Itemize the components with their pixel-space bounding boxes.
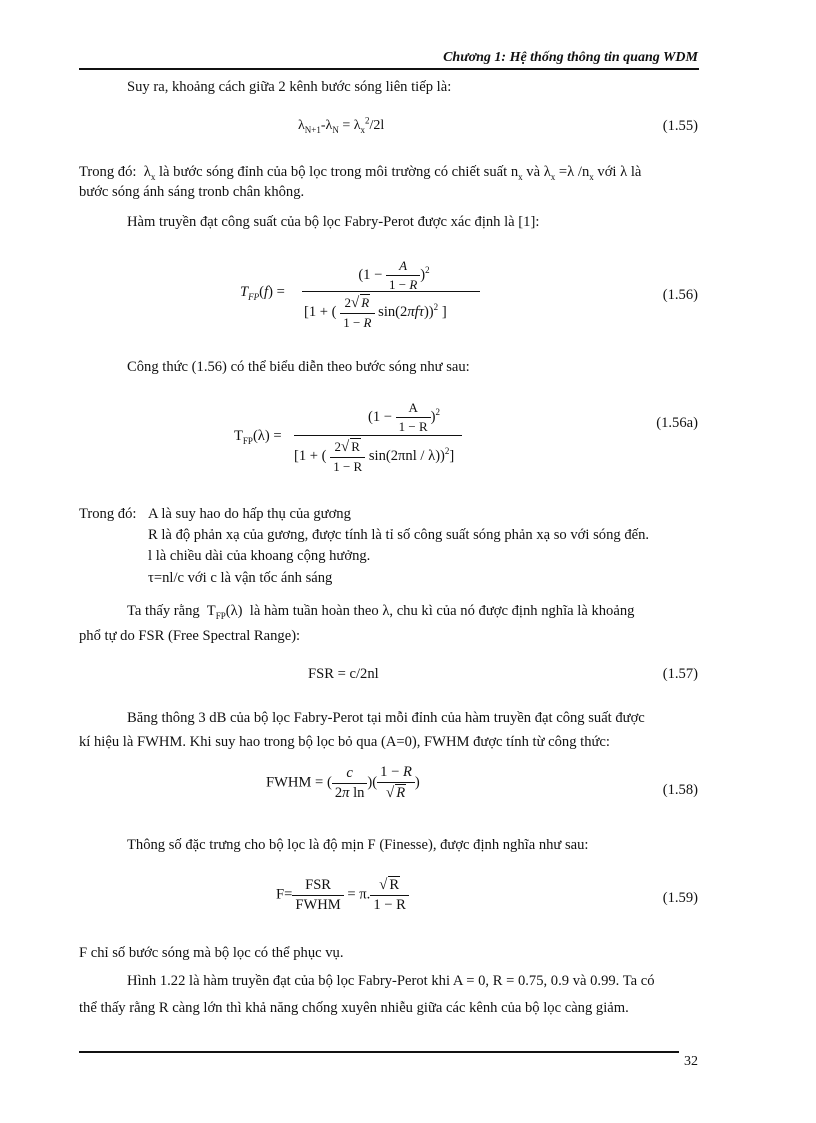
paragraph-lambda-definition-line2: bước sóng ánh sáng tronb chân không. xyxy=(79,184,305,200)
paragraph-lambda-definition: Trong đó: $\lambda_x$ là bước sóng đỉnh của bộ lọc trong môi trường có chiết suất $n_x$ và $\lambda_x =\lambda$ $/n_x$ với λ là xyxy=(79,164,642,182)
paragraph-periodicity-line2: phổ tự do FSR (Free Spectral Range): xyxy=(79,628,301,644)
equation-1-57: FSR = c/2nl xyxy=(308,666,379,682)
paragraph-figure-reference: Hình 1.22 là hàm truyền đạt của bộ lọc Fabry-Perot khi A = 0, R = 0.75, 0.9 và 0.99. Ta có xyxy=(127,973,655,989)
paragraph-figure-reference-line2: thể thấy rằng R càng lớn thì khả năng chống xuyên nhiễu giữa các kênh của bộ lọc càng giảm. xyxy=(79,1000,629,1016)
equation-number-1-56a: (1.56a) xyxy=(656,415,698,431)
footer-rule xyxy=(79,1051,679,1053)
paragraph-bandwidth-line2: kí hiệu là FWHM. Khi suy hao trong bộ lọc bỏ qua (A=0), FWHM được tính từ công thức: xyxy=(79,734,610,750)
equation-1-59: F= $\frac{\text{FSR}}{\text{FWHM}}$ = π. $\frac{√ R}{1 - R}$ xyxy=(276,876,409,922)
equation-1-58: FWHM = ( $\frac{c}{\text{2π ln}}$ )( $\frac{1 - R}{√ R}$ ) xyxy=(266,764,420,801)
paragraph-periodicity: Ta thấy rằng $T_{FP}(\lambda)$ là hàm tuần hoàn theo λ, chu kì của nó được định nghĩa là khoảng xyxy=(127,603,635,621)
where-lead: Trong đó: xyxy=(79,506,137,522)
equation-1-56: $T_{FP}(f)$ = (1 − $\frac{A}{1 - R}$ )$^2$ [1 + ( $\frac{2√ R}{1 - R}$ sin(2πfτ))$^2$ ] xyxy=(240,258,480,338)
paragraph-finesse: Thông số đặc trưng cho bộ lọc là độ mịn F (Finesse), được định nghĩa như sau: xyxy=(127,837,589,853)
equation-number-1-58: (1.58) xyxy=(662,782,698,798)
running-header: Chương 1: Hệ thống thông tin quang WDM xyxy=(443,50,698,65)
where-item-l: l là chiều dài của khoang cộng hưởng. xyxy=(148,548,371,564)
where-item-tau: τ=nl/c với c là vận tốc ánh sáng xyxy=(148,570,333,586)
equation-1-56a: $T_{FP}(\lambda)$ = (1 − $\frac{A}{1 - R}$ )$^2$ [1 + ( $\frac{2√ R}{1 - R}$ sin(2πnl / λ))$^2$] xyxy=(234,400,484,482)
equation-number-1-59: (1.59) xyxy=(662,890,698,906)
paragraph-transfer-function: Hàm truyền đạt công suất của bộ lọc Fabry-Perot được xác định là [1]: xyxy=(127,214,540,230)
equation-1-55: $\lambda_{N+1}-\lambda_N = \lambda_x^2/2l$ xyxy=(298,115,385,135)
header-rule xyxy=(79,68,699,70)
paragraph-bandwidth: Băng thông 3 dB của bộ lọc Fabry-Perot tại mỗi đỉnh của hàm truyền đạt công suất được xyxy=(127,710,645,726)
equation-number-1-56: (1.56) xyxy=(662,287,698,303)
equation-number-1-57: (1.57) xyxy=(662,666,698,682)
where-item-r: R là độ phản xạ của gương, được tính là tỉ số công suất sóng phản xạ so với sóng đến. xyxy=(148,527,650,543)
paragraph-wavelength-form: Công thức (1.56) có thể biểu diễn theo bước sóng như sau: xyxy=(127,359,470,375)
paragraph-finesse-meaning: F chỉ số bước sóng mà bộ lọc có thể phục vụ. xyxy=(79,945,344,961)
where-item-a: A là suy hao do hấp thụ của gương xyxy=(148,506,351,522)
equation-number-1-55: (1.55) xyxy=(662,118,698,134)
page-number: 32 xyxy=(684,1054,698,1069)
paragraph-channel-spacing: Suy ra, khoảng cách giữa 2 kênh bước sóng liên tiếp là: xyxy=(127,79,452,95)
